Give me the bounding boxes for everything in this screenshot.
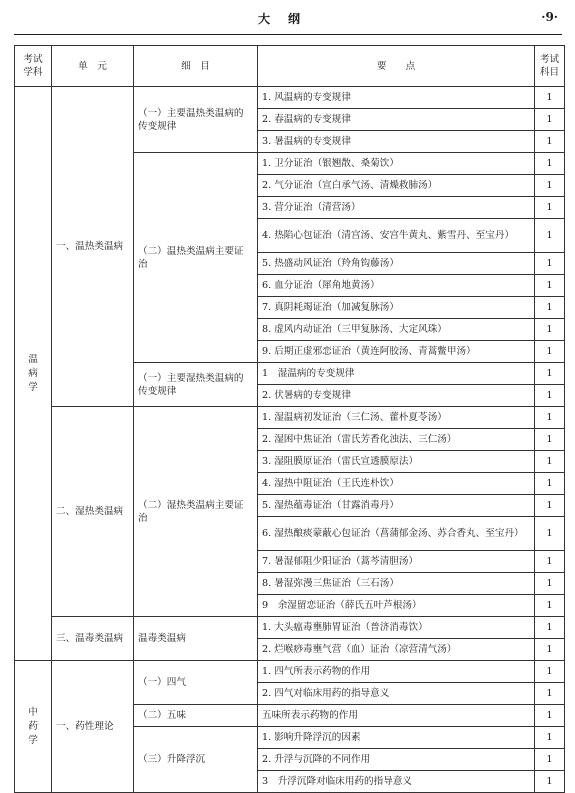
point-cell: 6. 湿热酿痰蒙蔽心包证治（菖蒲郁金汤、苏合香丸、至宝丹） bbox=[258, 517, 535, 551]
score-cell: 1 bbox=[535, 87, 565, 109]
detail-cell: （一）四气 bbox=[134, 661, 258, 705]
col-header-score: 考试科目 bbox=[535, 46, 565, 87]
unit-cell: 三、温毒类温病 bbox=[52, 617, 134, 661]
score-cell: 1 bbox=[535, 595, 565, 617]
point-cell: 1. 湿温病初发证治（三仁汤、藿朴夏苓汤） bbox=[258, 407, 535, 429]
unit-cell: 一、药性理论 bbox=[52, 661, 134, 793]
point-cell: 2. 气分证治（宣白承气汤、清燥救肺汤） bbox=[258, 175, 535, 197]
subject-cell bbox=[15, 87, 52, 661]
score-cell: 1 bbox=[535, 473, 565, 495]
score-cell: 1 bbox=[535, 617, 565, 639]
score-cell: 1 bbox=[535, 705, 565, 727]
table-row bbox=[15, 87, 565, 109]
point-cell: 2. 湿困中焦证治（雷氏芳香化浊法、三仁汤） bbox=[258, 429, 535, 451]
detail-cell: （二）温热类温病主要证治 bbox=[134, 153, 258, 363]
table-header-row bbox=[15, 46, 565, 87]
point-cell: 1. 风温病的专变规律 bbox=[258, 87, 535, 109]
score-cell: 1 bbox=[535, 363, 565, 385]
score-cell: 1 bbox=[535, 771, 565, 793]
score-cell: 1 bbox=[535, 219, 565, 253]
detail-cell: （一）主要湿热类温病的传变规律 bbox=[134, 363, 258, 407]
score-cell: 1 bbox=[535, 297, 565, 319]
unit-cell: 一、温热类温病 bbox=[52, 87, 134, 407]
point-cell: 1. 卫分证治（银翘散、桑菊饮） bbox=[258, 153, 535, 175]
point-cell: 1. 四气所表示药物的作用 bbox=[258, 661, 535, 683]
col-header-subject: 考试学科 bbox=[15, 46, 52, 87]
score-cell: 1 bbox=[535, 517, 565, 551]
point-cell: 9 余湿留恋证治（薛氏五叶芦根汤） bbox=[258, 595, 535, 617]
point-cell: 3. 暑温病的专变规律 bbox=[258, 131, 535, 153]
detail-cell: （一）主要温热类温病的传变规律 bbox=[134, 87, 258, 153]
point-cell: 5. 热盛动风证治（羚角钩藤汤） bbox=[258, 253, 535, 275]
score-cell: 1 bbox=[535, 551, 565, 573]
syllabus-table bbox=[14, 45, 565, 793]
score-cell: 1 bbox=[535, 319, 565, 341]
score-cell: 1 bbox=[535, 131, 565, 153]
score-cell: 1 bbox=[535, 727, 565, 749]
page-number: ·9· bbox=[541, 10, 558, 24]
subject-cell bbox=[15, 661, 52, 793]
score-cell: 1 bbox=[535, 275, 565, 297]
score-cell: 1 bbox=[535, 661, 565, 683]
score-cell: 1 bbox=[535, 683, 565, 705]
point-cell: 9. 后期正虚邪恋证治（黄连阿胶汤、青蒿鳖甲汤） bbox=[258, 341, 535, 363]
point-cell: 4. 湿热中阻证治（王氏连朴饮） bbox=[258, 473, 535, 495]
point-cell: 4. 热陷心包证治（清宫汤、安宫牛黄丸、紫雪丹、至宝丹） bbox=[258, 219, 535, 253]
point-cell: 2. 升浮与沉降的不同作用 bbox=[258, 749, 535, 771]
score-cell: 1 bbox=[535, 341, 565, 363]
score-cell: 1 bbox=[535, 253, 565, 275]
score-cell: 1 bbox=[535, 749, 565, 771]
point-cell: 3 升浮沉降对临床用药的指导意义 bbox=[258, 771, 535, 793]
point-cell: 2. 烂喉痧毒壅气营（血）证治（凉营清气汤） bbox=[258, 639, 535, 661]
point-cell: 1. 影响升降浮沉的因素 bbox=[258, 727, 535, 749]
table-row bbox=[15, 407, 565, 429]
table-row bbox=[15, 661, 565, 683]
point-cell: 2. 春温病的专变规律 bbox=[258, 109, 535, 131]
point-cell: 7. 暑湿郁阻少阳证治（蒿芩清胆汤） bbox=[258, 551, 535, 573]
score-cell: 1 bbox=[535, 495, 565, 517]
score-cell: 1 bbox=[535, 109, 565, 131]
detail-cell: 温毒类温病 bbox=[134, 617, 258, 661]
score-cell: 1 bbox=[535, 153, 565, 175]
score-cell: 1 bbox=[535, 639, 565, 661]
score-cell: 1 bbox=[535, 407, 565, 429]
detail-cell: （二）湿热类温病主要证治 bbox=[134, 407, 258, 617]
point-cell: 6. 血分证治（犀角地黄汤） bbox=[258, 275, 535, 297]
col-header-points: 要 点 bbox=[258, 46, 535, 87]
score-cell: 1 bbox=[535, 175, 565, 197]
point-cell: 1. 大头瘟毒壅肺胃证治（普济消毒饮） bbox=[258, 617, 535, 639]
score-cell: 1 bbox=[535, 197, 565, 219]
subject-name: 中药学 bbox=[28, 706, 38, 746]
page-header bbox=[14, 0, 562, 35]
unit-cell: 二、湿热类温病 bbox=[52, 407, 134, 617]
point-cell: 8. 暑湿弥漫三焦证治（三石汤） bbox=[258, 573, 535, 595]
page-title: 大纲 bbox=[257, 12, 318, 26]
point-cell: 8. 虚风内动证治（三甲复脉汤、大定风珠） bbox=[258, 319, 535, 341]
point-cell: 2. 四气对临床用药的指导意义 bbox=[258, 683, 535, 705]
col-header-detail: 细 目 bbox=[134, 46, 258, 87]
detail-cell: （三）升降浮沉 bbox=[134, 727, 258, 793]
subject-name: 温病学 bbox=[28, 353, 38, 393]
point-cell: 3. 营分证治（清营汤） bbox=[258, 197, 535, 219]
point-cell: 7. 真阴耗竭证治（加减复脉汤） bbox=[258, 297, 535, 319]
score-cell: 1 bbox=[535, 451, 565, 473]
point-cell: 2. 伏暑病的专变规律 bbox=[258, 385, 535, 407]
score-cell: 1 bbox=[535, 573, 565, 595]
detail-cell: （二）五味 bbox=[134, 705, 258, 727]
point-cell: 5. 湿热蕴毒证治（甘露消毒丹） bbox=[258, 495, 535, 517]
point-cell: 1 湿温病的专变规律 bbox=[258, 363, 535, 385]
score-cell: 1 bbox=[535, 385, 565, 407]
table-row bbox=[15, 617, 565, 639]
score-cell: 1 bbox=[535, 429, 565, 451]
point-cell: 3. 湿阻膜原证治（雷氏宣透膜原法） bbox=[258, 451, 535, 473]
col-header-unit: 单 元 bbox=[52, 46, 134, 87]
point-cell: 五味所表示药物的作用 bbox=[258, 705, 535, 727]
